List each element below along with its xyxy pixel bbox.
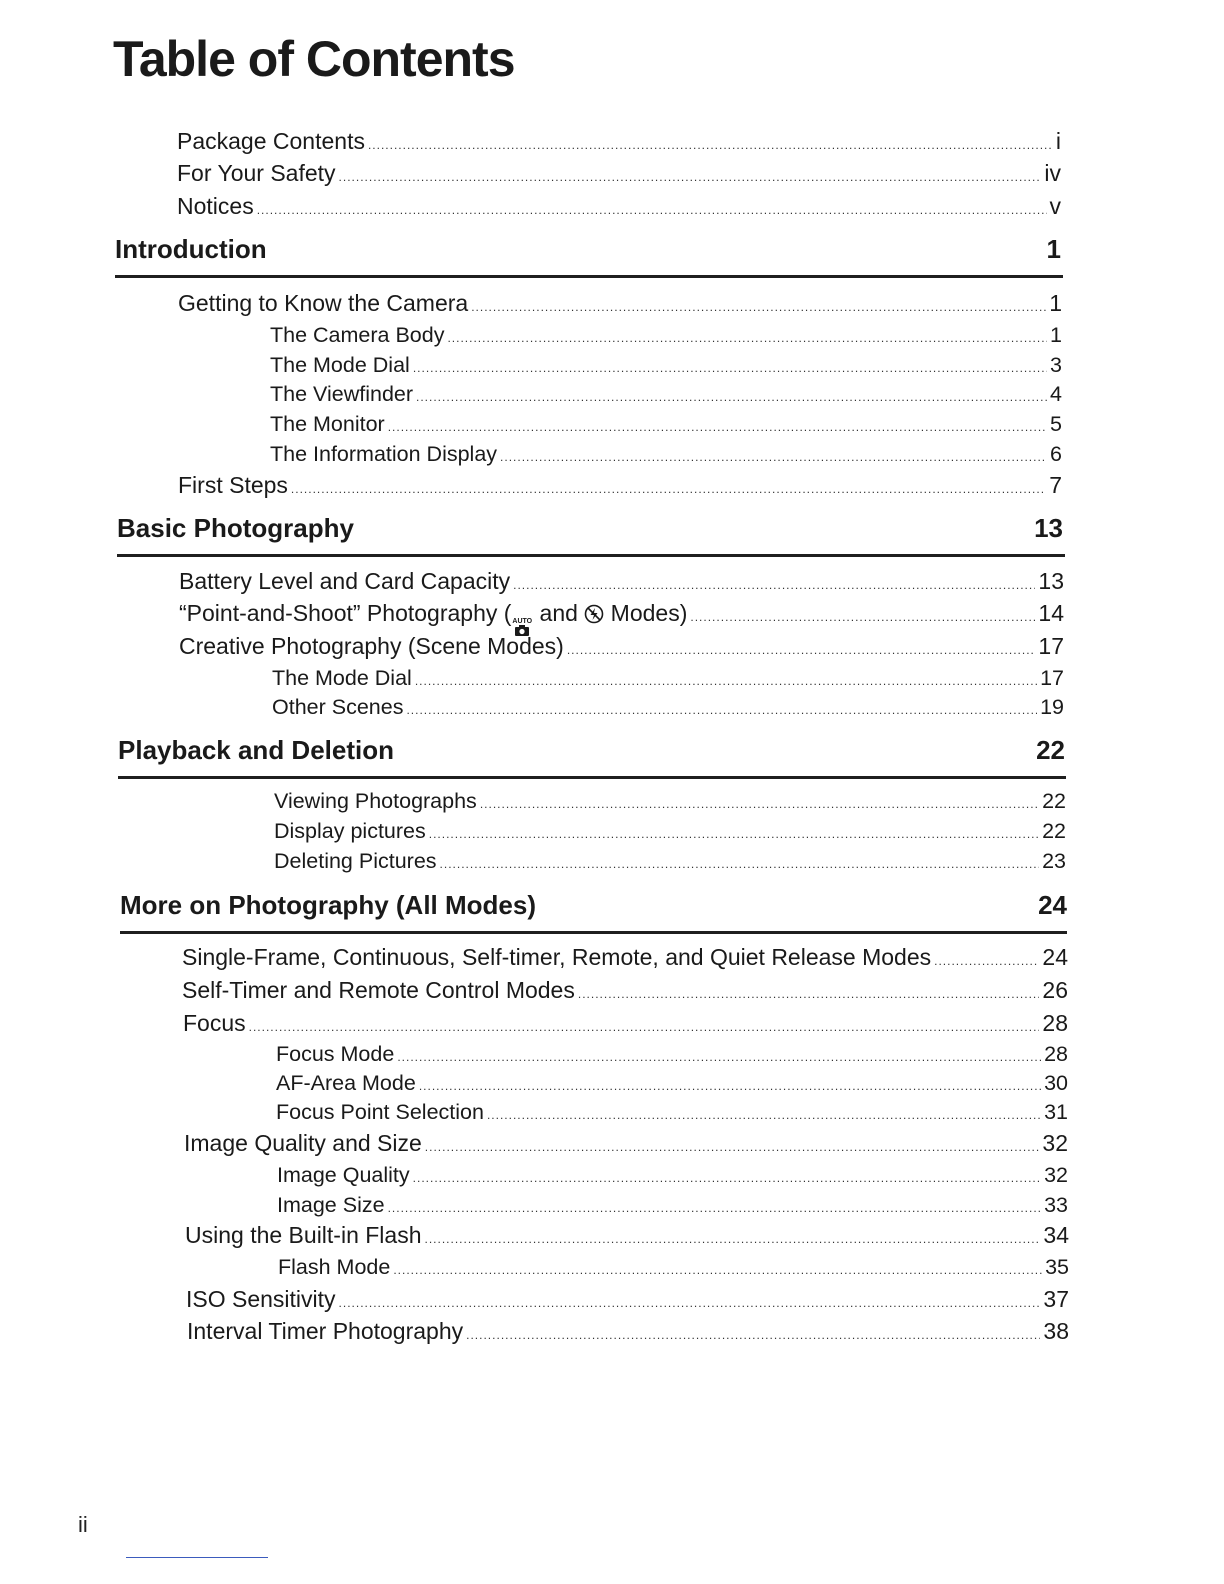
section-page: 1 <box>1046 234 1061 264</box>
toc-entry-label: Focus Mode <box>276 1042 395 1066</box>
leader-dots <box>397 1050 1041 1064</box>
toc-entry[interactable] <box>274 789 1066 814</box>
section-rule <box>115 275 1063 278</box>
toc-entry-page: 23 <box>1042 849 1066 873</box>
leader-dots <box>413 1171 1041 1185</box>
toc-entry-label: Creative Photography (Scene Modes) <box>179 633 564 659</box>
toc-entry-label: The Mode Dial <box>272 666 412 690</box>
leader-dots <box>690 610 1035 624</box>
toc-entry[interactable] <box>272 666 1064 691</box>
leader-dots <box>429 827 1039 841</box>
leader-dots <box>480 797 1039 811</box>
toc-entry[interactable] <box>276 1100 1068 1125</box>
toc-entry-page: 33 <box>1044 1193 1068 1217</box>
toc-entry-page: 1 <box>1050 323 1062 347</box>
toc-entry-package-contents[interactable] <box>177 128 1061 155</box>
leader-dots <box>368 138 1053 152</box>
leader-dots <box>567 643 1036 657</box>
section-title: Playback and Deletion <box>118 735 394 765</box>
toc-entry[interactable] <box>270 353 1062 378</box>
toc-entry-page: 3 <box>1050 353 1062 377</box>
section-rule <box>120 931 1067 934</box>
toc-entry-page: 7 <box>1049 472 1062 498</box>
leader-dots <box>406 703 1037 717</box>
leader-dots <box>339 1296 1041 1310</box>
toc-entry-page: 22 <box>1042 789 1066 813</box>
leader-dots <box>487 1108 1041 1122</box>
toc-entry[interactable] <box>278 1255 1069 1280</box>
toc-entry-notices[interactable] <box>177 193 1061 220</box>
toc-entry-page: 35 <box>1045 1255 1069 1279</box>
toc-entry-label: Focus <box>183 1010 246 1036</box>
toc-entry-page: v <box>1049 193 1061 219</box>
toc-entry-page: 4 <box>1050 382 1062 406</box>
toc-entry-label: AF-Area Mode <box>276 1071 416 1095</box>
toc-entry-page: 28 <box>1042 1010 1068 1036</box>
leader-dots <box>466 1328 1040 1342</box>
toc-entry-label: Other Scenes <box>272 695 404 719</box>
toc-entry-page: iv <box>1044 160 1061 186</box>
toc-entry[interactable] <box>185 1222 1069 1249</box>
label-text-start: “Point-and-Shoot” Photography ( <box>179 600 512 626</box>
toc-entry-page: 13 <box>1038 568 1064 594</box>
toc-entry-page: 5 <box>1050 412 1062 436</box>
leader-dots <box>425 1140 1040 1154</box>
toc-entry-label: For Your Safety <box>177 160 336 186</box>
section-rule <box>118 776 1066 779</box>
leader-dots <box>934 954 1039 968</box>
auto-mode-icon: AUTO <box>512 618 532 636</box>
leader-dots <box>513 578 1035 592</box>
toc-entry[interactable] <box>179 633 1064 660</box>
toc-entry-page: 6 <box>1050 442 1062 466</box>
leader-dots <box>419 1079 1041 1093</box>
toc-entry-page: 30 <box>1044 1071 1068 1095</box>
toc-entry-label: ISO Sensitivity <box>186 1286 336 1312</box>
toc-entry-label: Image Quality <box>277 1163 410 1187</box>
toc-entry[interactable] <box>182 944 1068 971</box>
section-title: More on Photography (All Modes) <box>120 890 536 920</box>
section-heading-basic-photography[interactable] <box>117 513 1063 544</box>
toc-entry-page: 31 <box>1044 1100 1068 1124</box>
leader-dots <box>500 450 1047 464</box>
section-heading-playback-and-deletion[interactable] <box>118 735 1065 766</box>
section-heading-introduction[interactable] <box>115 234 1061 265</box>
section-title: Introduction <box>115 234 267 264</box>
toc-entry[interactable] <box>186 1286 1069 1313</box>
toc-entry[interactable] <box>184 1130 1068 1157</box>
page-title: Table of Contents <box>113 31 515 87</box>
flash-off-mode-icon <box>584 603 604 630</box>
toc-entry-page: 28 <box>1044 1042 1068 1066</box>
toc-entry-page: 32 <box>1042 1130 1068 1156</box>
leader-dots <box>249 1020 1040 1034</box>
toc-entry-page: i <box>1055 128 1061 154</box>
toc-entry-label: Focus Point Selection <box>276 1100 484 1124</box>
toc-entry-page: 34 <box>1043 1222 1069 1248</box>
toc-entry-label: Battery Level and Card Capacity <box>179 568 511 594</box>
section-page: 22 <box>1036 735 1065 765</box>
toc-entry[interactable] <box>270 412 1062 437</box>
toc-entry[interactable] <box>182 977 1068 1004</box>
toc-entry-label: Notices <box>177 193 254 219</box>
toc-entry[interactable] <box>276 1042 1068 1067</box>
toc-entry-label: Deleting Pictures <box>274 849 437 873</box>
page-number: ii <box>78 1512 88 1537</box>
toc-entry[interactable] <box>270 442 1062 467</box>
leader-dots <box>447 331 1047 345</box>
toc-entry[interactable] <box>270 323 1062 348</box>
toc-entry-label: Interval Timer Photography <box>187 1318 464 1344</box>
leader-dots <box>339 170 1042 184</box>
toc-entry-page: 17 <box>1040 666 1064 690</box>
toc-entry-label: Viewing Photographs <box>274 789 477 813</box>
toc-entry-page: 14 <box>1038 600 1064 626</box>
toc-entry[interactable] <box>179 568 1064 595</box>
toc-entry[interactable] <box>274 849 1066 874</box>
toc-entry-label: Flash Mode <box>278 1255 391 1279</box>
toc-entry[interactable] <box>274 819 1066 844</box>
toc-entry-label: The Viewfinder <box>270 382 414 406</box>
leader-dots <box>257 203 1047 217</box>
toc-entry-page: 37 <box>1043 1286 1069 1312</box>
toc-entry[interactable] <box>178 290 1062 317</box>
toc-entry-label: Getting to Know the Camera <box>178 290 469 316</box>
leader-dots <box>291 482 1046 496</box>
toc-entry[interactable] <box>270 382 1062 407</box>
toc-entry-label: Display pictures <box>274 819 426 843</box>
toc-entry-label <box>179 600 687 636</box>
toc-entry-label: Self-Timer and Remote Control Modes <box>182 977 575 1003</box>
toc-entry-label: The Information Display <box>270 442 498 466</box>
toc-entry[interactable] <box>272 695 1064 720</box>
toc-entry[interactable] <box>277 1193 1068 1218</box>
leader-dots <box>388 420 1047 434</box>
toc-entry-page: 19 <box>1040 695 1064 719</box>
label-text-mid: and <box>533 600 585 626</box>
toc-entry-page: 22 <box>1042 819 1066 843</box>
toc-entry[interactable] <box>187 1318 1069 1345</box>
toc-entry-label: Using the Built-in Flash <box>185 1222 422 1248</box>
leader-dots <box>393 1263 1042 1277</box>
toc-entry-page: 1 <box>1049 290 1062 316</box>
toc-entry-point-and-shoot[interactable] <box>179 600 1064 636</box>
toc-entry-label: Image Quality and Size <box>184 1130 422 1156</box>
leader-dots <box>415 674 1037 688</box>
toc-entry-page: 32 <box>1044 1163 1068 1187</box>
leader-dots <box>440 857 1040 871</box>
toc-entry-label: Single-Frame, Continuous, Self-timer, Remote, and Quiet Release Modes <box>182 944 932 970</box>
toc-entry-page: 24 <box>1042 944 1068 970</box>
toc-entry-page: 26 <box>1042 977 1068 1003</box>
toc-entry-label: First Steps <box>178 472 288 498</box>
section-heading-more-on-photography[interactable] <box>120 890 1067 921</box>
label-text-end: Modes) <box>604 600 688 626</box>
toc-entry-label: Image Size <box>277 1193 385 1217</box>
leader-dots <box>388 1201 1042 1215</box>
section-title: Basic Photography <box>117 513 354 543</box>
section-page: 13 <box>1034 513 1063 543</box>
leader-dots <box>416 390 1047 404</box>
toc-entry-label: The Mode Dial <box>270 353 410 377</box>
footer-divider <box>126 1557 268 1558</box>
toc-entry-page: 17 <box>1038 633 1064 659</box>
section-rule <box>117 554 1065 557</box>
leader-dots <box>578 987 1040 1001</box>
leader-dots <box>425 1232 1041 1246</box>
toc-entry-for-your-safety[interactable] <box>177 160 1061 187</box>
toc-entry-label: The Camera Body <box>270 323 445 347</box>
leader-dots <box>471 300 1046 314</box>
toc-entry-label: Package Contents <box>177 128 365 154</box>
toc-entry-page: 38 <box>1043 1318 1069 1344</box>
toc-entry[interactable] <box>183 1010 1068 1037</box>
leader-dots <box>413 361 1047 375</box>
section-page: 24 <box>1038 890 1067 920</box>
toc-entry-label: The Monitor <box>270 412 385 436</box>
toc-entry[interactable] <box>277 1163 1068 1188</box>
toc-entry[interactable] <box>178 472 1062 499</box>
toc-entry[interactable] <box>276 1071 1068 1096</box>
